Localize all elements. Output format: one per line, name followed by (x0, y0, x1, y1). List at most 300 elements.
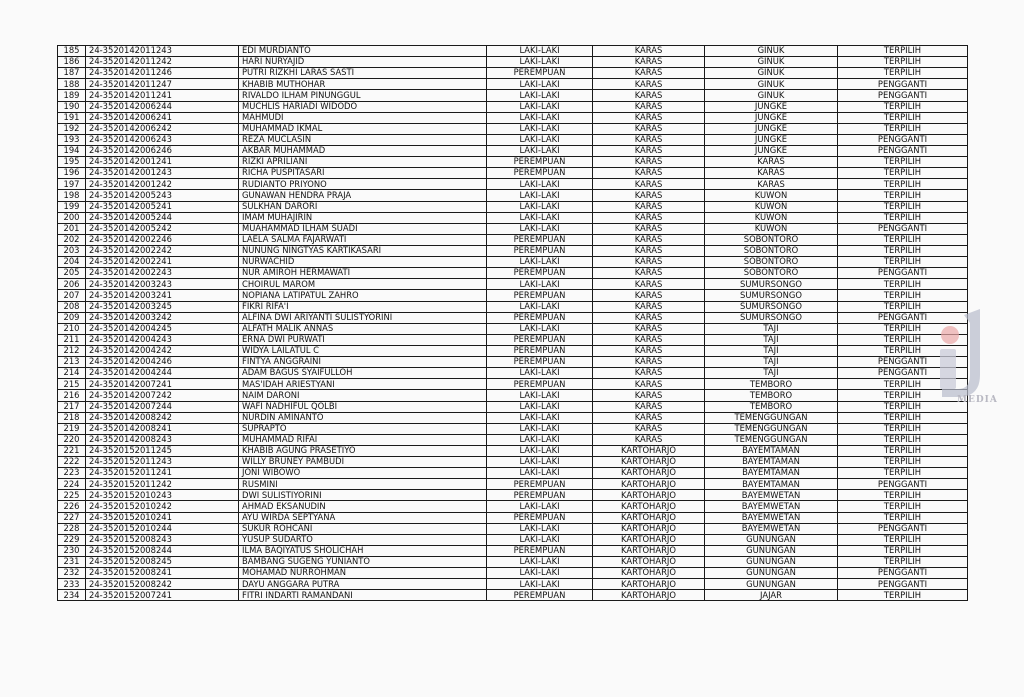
table-row (58, 279, 968, 290)
candidate-id-cell: 24-3520142011246 (86, 68, 239, 79)
selection-status-cell: PENGGANTI (838, 579, 968, 590)
table-row (58, 412, 968, 423)
candidate-id-cell: 24-3520142005241 (86, 201, 239, 212)
table-row (58, 46, 968, 57)
candidate-id-cell: 24-3520152010243 (86, 490, 239, 501)
desa-cell: GINUK (705, 79, 838, 90)
table-row (58, 534, 968, 545)
row-number-cell: 203 (58, 245, 86, 256)
candidate-id-cell: 24-3520142004245 (86, 323, 239, 334)
kecamatan-cell: KARTOHARJO (593, 545, 705, 556)
kecamatan-cell: KARTOHARJO (593, 501, 705, 512)
kecamatan-cell: KARTOHARJO (593, 579, 705, 590)
candidate-name-cell: GUNAWAN HENDRA PRAJA (239, 190, 487, 201)
table-row (58, 468, 968, 479)
selection-status-cell: TERPILIH (838, 190, 968, 201)
row-number-cell: 216 (58, 390, 86, 401)
gender-cell: LAKI-LAKI (487, 568, 593, 579)
gender-cell: LAKI-LAKI (487, 434, 593, 445)
candidate-name-cell: ALFATH MALIK ANNAS (239, 323, 487, 334)
candidate-id-cell: 24-3520142006246 (86, 145, 239, 156)
desa-cell: BAYEMWETAN (705, 512, 838, 523)
desa-cell: JUNGKE (705, 134, 838, 145)
selection-status-cell: PENGGANTI (838, 523, 968, 534)
selection-status-cell: PENGGANTI (838, 368, 968, 379)
row-number-cell: 202 (58, 234, 86, 245)
selection-status-cell: TERPILIH (838, 423, 968, 434)
candidate-name-cell: SUPRAPTO (239, 423, 487, 434)
table-row (58, 112, 968, 123)
candidate-name-cell: MAHMUDI (239, 112, 487, 123)
candidate-name-cell: NOPIANA LATIPATUL ZAHRO (239, 290, 487, 301)
table-row (58, 423, 968, 434)
row-number-cell: 226 (58, 501, 86, 512)
candidate-id-cell: 24-3520142007244 (86, 401, 239, 412)
table-row (58, 457, 968, 468)
gender-cell: LAKI-LAKI (487, 145, 593, 156)
table-row (58, 101, 968, 112)
candidate-name-cell: NURDIN AMINANTO (239, 412, 487, 423)
selection-status-cell: TERPILIH (838, 234, 968, 245)
desa-cell: BAYEMWETAN (705, 523, 838, 534)
candidate-id-cell: 24-3520152007241 (86, 590, 239, 601)
row-number-cell: 229 (58, 534, 86, 545)
row-number-cell: 227 (58, 512, 86, 523)
candidate-id-cell: 24-3520142004244 (86, 368, 239, 379)
gender-cell: PEREMPUAN (487, 590, 593, 601)
selection-status-cell: TERPILIH (838, 245, 968, 256)
kecamatan-cell: KARAS (593, 123, 705, 134)
gender-cell: PEREMPUAN (487, 245, 593, 256)
row-number-cell: 208 (58, 301, 86, 312)
candidate-name-cell: JONI WIBOWO (239, 468, 487, 479)
gender-cell: LAKI-LAKI (487, 179, 593, 190)
selection-status-cell: TERPILIH (838, 201, 968, 212)
kecamatan-cell: KARTOHARJO (593, 445, 705, 456)
row-number-cell: 211 (58, 334, 86, 345)
selection-status-cell: TERPILIH (838, 345, 968, 356)
row-number-cell: 228 (58, 523, 86, 534)
kecamatan-cell: KARAS (593, 212, 705, 223)
candidate-id-cell: 24-3520142003241 (86, 290, 239, 301)
kecamatan-cell: KARAS (593, 57, 705, 68)
desa-cell: KUWON (705, 190, 838, 201)
desa-cell: TAJI (705, 323, 838, 334)
candidate-id-cell: 24-3520142008243 (86, 434, 239, 445)
candidate-name-cell: MOHAMAD NURROHMAN (239, 568, 487, 579)
table-row (58, 512, 968, 523)
row-number-cell: 220 (58, 434, 86, 445)
gender-cell: LAKI-LAKI (487, 123, 593, 134)
candidate-id-cell: 24-3520142011241 (86, 90, 239, 101)
selection-status-cell: TERPILIH (838, 212, 968, 223)
table-row (58, 123, 968, 134)
kecamatan-cell: KARAS (593, 46, 705, 57)
candidate-name-cell: NAIM DARONI (239, 390, 487, 401)
desa-cell: KUWON (705, 212, 838, 223)
kecamatan-cell: KARAS (593, 268, 705, 279)
gender-cell: PEREMPUAN (487, 479, 593, 490)
candidate-id-cell: 24-3520142007241 (86, 379, 239, 390)
row-number-cell: 233 (58, 579, 86, 590)
gender-cell: LAKI-LAKI (487, 301, 593, 312)
candidate-id-cell: 24-3520142001241 (86, 157, 239, 168)
row-number-cell: 231 (58, 557, 86, 568)
row-number-cell: 225 (58, 490, 86, 501)
row-number-cell: 195 (58, 157, 86, 168)
desa-cell: GUNUNGAN (705, 534, 838, 545)
table-row (58, 379, 968, 390)
selection-status-cell: TERPILIH (838, 101, 968, 112)
kecamatan-cell: KARAS (593, 245, 705, 256)
kecamatan-cell: KARAS (593, 101, 705, 112)
table-row (58, 390, 968, 401)
candidate-name-cell: AHMAD EKSANUDIN (239, 501, 487, 512)
kecamatan-cell: KARAS (593, 368, 705, 379)
candidate-name-cell: AKBAR MUHAMMAD (239, 145, 487, 156)
candidate-name-cell: AYU WIRDA SEPTYANA (239, 512, 487, 523)
selection-status-cell: TERPILIH (838, 512, 968, 523)
candidate-id-cell: 24-3520142001243 (86, 168, 239, 179)
desa-cell: TAJI (705, 345, 838, 356)
desa-cell: KUWON (705, 223, 838, 234)
gender-cell: LAKI-LAKI (487, 212, 593, 223)
row-number-cell: 197 (58, 179, 86, 190)
candidate-id-cell: 24-3520152011243 (86, 457, 239, 468)
gender-cell: LAKI-LAKI (487, 101, 593, 112)
selection-status-cell: PENGGANTI (838, 357, 968, 368)
gender-cell: LAKI-LAKI (487, 257, 593, 268)
kecamatan-cell: KARTOHARJO (593, 568, 705, 579)
kecamatan-cell: KARAS (593, 290, 705, 301)
selection-status-cell: TERPILIH (838, 490, 968, 501)
selection-status-cell: TERPILIH (838, 534, 968, 545)
desa-cell: TEMENGGUNGAN (705, 434, 838, 445)
row-number-cell: 187 (58, 68, 86, 79)
selection-status-cell: TERPILIH (838, 390, 968, 401)
row-number-cell: 192 (58, 123, 86, 134)
kecamatan-cell: KARAS (593, 112, 705, 123)
gender-cell: LAKI-LAKI (487, 412, 593, 423)
table-row (58, 357, 968, 368)
candidate-id-cell: 24-3520152008243 (86, 534, 239, 545)
selection-status-cell: TERPILIH (838, 257, 968, 268)
table-row (58, 345, 968, 356)
row-number-cell: 201 (58, 223, 86, 234)
candidate-name-cell: FINTYA ANGGRAINI (239, 357, 487, 368)
table-row (58, 157, 968, 168)
candidate-id-cell: 24-3520142011243 (86, 46, 239, 57)
kecamatan-cell: KARAS (593, 168, 705, 179)
table-row (58, 145, 968, 156)
candidate-name-cell: ALFINA DWI ARIYANTI SULISTYORINI (239, 312, 487, 323)
table-row (58, 134, 968, 145)
kecamatan-cell: KARTOHARJO (593, 479, 705, 490)
kecamatan-cell: KARAS (593, 201, 705, 212)
row-number-cell: 214 (58, 368, 86, 379)
candidate-name-cell: RUDIANTO PRIYONO (239, 179, 487, 190)
selection-status-cell: TERPILIH (838, 323, 968, 334)
table-row (58, 579, 968, 590)
desa-cell: SOBONTORO (705, 234, 838, 245)
selection-status-cell: TERPILIH (838, 301, 968, 312)
kecamatan-cell: KARAS (593, 334, 705, 345)
gender-cell: LAKI-LAKI (487, 368, 593, 379)
gender-cell: PEREMPUAN (487, 545, 593, 556)
kecamatan-cell: KARAS (593, 145, 705, 156)
gender-cell: LAKI-LAKI (487, 190, 593, 201)
candidate-id-cell: 24-3520142003242 (86, 312, 239, 323)
table-row (58, 90, 968, 101)
candidate-name-cell: BAMBANG SUGENG YUNIANTO (239, 557, 487, 568)
candidate-id-cell: 24-3520142011247 (86, 79, 239, 90)
kecamatan-cell: KARAS (593, 179, 705, 190)
table-row (58, 557, 968, 568)
table-row (58, 323, 968, 334)
table-row (58, 245, 968, 256)
table-row (58, 290, 968, 301)
selection-status-cell: TERPILIH (838, 57, 968, 68)
row-number-cell: 188 (58, 79, 86, 90)
selection-status-cell: TERPILIH (838, 545, 968, 556)
candidate-id-cell: 24-3520142006244 (86, 101, 239, 112)
desa-cell: TEMBORO (705, 379, 838, 390)
table-row (58, 179, 968, 190)
selection-status-cell: TERPILIH (838, 179, 968, 190)
table-row (58, 401, 968, 412)
gender-cell: LAKI-LAKI (487, 79, 593, 90)
table-row (58, 312, 968, 323)
candidate-name-cell: SUKUR ROHCANI (239, 523, 487, 534)
kecamatan-cell: KARAS (593, 234, 705, 245)
selection-status-cell: TERPILIH (838, 290, 968, 301)
kecamatan-cell: KARAS (593, 423, 705, 434)
gender-cell: PEREMPUAN (487, 490, 593, 501)
candidate-id-cell: 24-3520142008242 (86, 412, 239, 423)
selection-status-cell: TERPILIH (838, 434, 968, 445)
selection-status-cell: TERPILIH (838, 157, 968, 168)
candidate-name-cell: WILLY BRUNEY PAMBUDI (239, 457, 487, 468)
gender-cell: PEREMPUAN (487, 345, 593, 356)
candidate-id-cell: 24-3520152008241 (86, 568, 239, 579)
candidate-id-cell: 24-3520142006243 (86, 134, 239, 145)
table-row (58, 434, 968, 445)
table-row (58, 590, 968, 601)
desa-cell: TAJI (705, 357, 838, 368)
kecamatan-cell: KARAS (593, 90, 705, 101)
candidate-name-cell: CHOIRUL MAROM (239, 279, 487, 290)
kecamatan-cell: KARTOHARJO (593, 590, 705, 601)
row-number-cell: 204 (58, 257, 86, 268)
candidate-id-cell: 24-3520142002243 (86, 268, 239, 279)
table-row (58, 234, 968, 245)
table-row (58, 57, 968, 68)
desa-cell: GINUK (705, 68, 838, 79)
desa-cell: GUNUNGAN (705, 579, 838, 590)
candidate-id-cell: 24-3520142004246 (86, 357, 239, 368)
candidate-name-cell: PUTRI RIZKHI LARAS SASTI (239, 68, 487, 79)
candidate-name-cell: REZA MUCLASIN (239, 134, 487, 145)
kecamatan-cell: KARTOHARJO (593, 457, 705, 468)
row-number-cell: 218 (58, 412, 86, 423)
gender-cell: LAKI-LAKI (487, 279, 593, 290)
row-number-cell: 222 (58, 457, 86, 468)
table-row (58, 490, 968, 501)
row-number-cell: 224 (58, 479, 86, 490)
row-number-cell: 193 (58, 134, 86, 145)
candidate-name-cell: FIKRI RIFA'I (239, 301, 487, 312)
gender-cell: LAKI-LAKI (487, 390, 593, 401)
gender-cell: LAKI-LAKI (487, 57, 593, 68)
desa-cell: BAYEMWETAN (705, 490, 838, 501)
candidate-id-cell: 24-3520142003243 (86, 279, 239, 290)
selection-status-cell: PENGGANTI (838, 145, 968, 156)
desa-cell: GINUK (705, 90, 838, 101)
selection-status-cell: PENGGANTI (838, 90, 968, 101)
candidate-id-cell: 24-3520152011242 (86, 479, 239, 490)
candidate-id-cell: 24-3520142004242 (86, 345, 239, 356)
row-number-cell: 210 (58, 323, 86, 334)
row-number-cell: 232 (58, 568, 86, 579)
selection-status-cell: PENGGANTI (838, 479, 968, 490)
candidate-id-cell: 24-3520142002241 (86, 257, 239, 268)
table-row (58, 334, 968, 345)
selection-status-cell: TERPILIH (838, 557, 968, 568)
desa-cell: KARAS (705, 179, 838, 190)
candidate-name-cell: NURWACHID (239, 257, 487, 268)
candidate-name-cell: RUSMINI (239, 479, 487, 490)
selection-status-cell: PENGGANTI (838, 79, 968, 90)
table-row (58, 68, 968, 79)
desa-cell: TEMBORO (705, 390, 838, 401)
kecamatan-cell: KARTOHARJO (593, 557, 705, 568)
gender-cell: LAKI-LAKI (487, 201, 593, 212)
table-row (58, 212, 968, 223)
candidate-name-cell: ERNA DWI PURWATI (239, 334, 487, 345)
candidate-name-cell: WIDYA LAILATUL C (239, 345, 487, 356)
selection-status-cell: TERPILIH (838, 112, 968, 123)
desa-cell: BAYEMTAMAN (705, 457, 838, 468)
desa-cell: BAYEMTAMAN (705, 479, 838, 490)
kecamatan-cell: KARTOHARJO (593, 490, 705, 501)
candidate-id-cell: 24-3520142005242 (86, 223, 239, 234)
table-row (58, 368, 968, 379)
table-body (58, 46, 968, 601)
desa-cell: KARAS (705, 157, 838, 168)
row-number-cell: 191 (58, 112, 86, 123)
candidate-name-cell: ADAM BAGUS SYAIFULLOH (239, 368, 487, 379)
row-number-cell: 189 (58, 90, 86, 101)
candidate-id-cell: 24-3520142005244 (86, 212, 239, 223)
table-row (58, 190, 968, 201)
candidate-name-cell: DWI SULISTIYORINI (239, 490, 487, 501)
gender-cell: PEREMPUAN (487, 268, 593, 279)
candidate-id-cell: 24-3520142004243 (86, 334, 239, 345)
kecamatan-cell: KARAS (593, 312, 705, 323)
candidate-name-cell: RIZKI APRILIANI (239, 157, 487, 168)
kecamatan-cell: KARTOHARJO (593, 468, 705, 479)
selection-status-cell: TERPILIH (838, 501, 968, 512)
table-row (58, 168, 968, 179)
gender-cell: PEREMPUAN (487, 357, 593, 368)
candidate-name-cell: HARI NURYAJID (239, 57, 487, 68)
kecamatan-cell: KARAS (593, 379, 705, 390)
kecamatan-cell: KARAS (593, 401, 705, 412)
desa-cell: SOBONTORO (705, 245, 838, 256)
gender-cell: LAKI-LAKI (487, 401, 593, 412)
row-number-cell: 215 (58, 379, 86, 390)
desa-cell: GINUK (705, 46, 838, 57)
row-number-cell: 185 (58, 46, 86, 57)
kecamatan-cell: KARAS (593, 134, 705, 145)
gender-cell: LAKI-LAKI (487, 46, 593, 57)
desa-cell: TAJI (705, 368, 838, 379)
row-number-cell: 219 (58, 423, 86, 434)
desa-cell: SUMURSONGO (705, 312, 838, 323)
desa-cell: KUWON (705, 201, 838, 212)
kecamatan-cell: KARAS (593, 357, 705, 368)
row-number-cell: 221 (58, 445, 86, 456)
candidate-name-cell: MUAHAMMAD ILHAM SUADI (239, 223, 487, 234)
selection-status-cell: TERPILIH (838, 279, 968, 290)
gender-cell: LAKI-LAKI (487, 468, 593, 479)
candidate-id-cell: 24-3520142003245 (86, 301, 239, 312)
kecamatan-cell: KARAS (593, 412, 705, 423)
gender-cell: PEREMPUAN (487, 234, 593, 245)
selection-status-cell: TERPILIH (838, 379, 968, 390)
gender-cell: LAKI-LAKI (487, 445, 593, 456)
candidate-id-cell: 24-3520142008241 (86, 423, 239, 434)
gender-cell: LAKI-LAKI (487, 112, 593, 123)
gender-cell: LAKI-LAKI (487, 423, 593, 434)
selection-status-cell: TERPILIH (838, 123, 968, 134)
desa-cell: JUNGKE (705, 101, 838, 112)
kecamatan-cell: KARAS (593, 434, 705, 445)
desa-cell: GINUK (705, 57, 838, 68)
row-number-cell: 212 (58, 345, 86, 356)
selection-status-cell: PENGGANTI (838, 568, 968, 579)
candidate-id-cell: 24-3520152008244 (86, 545, 239, 556)
kecamatan-cell: KARAS (593, 79, 705, 90)
desa-cell: BAYEMTAMAN (705, 445, 838, 456)
selection-status-cell: TERPILIH (838, 334, 968, 345)
candidate-id-cell: 24-3520142002246 (86, 234, 239, 245)
candidate-name-cell: ILMA BAQIYATUS SHOLICHAH (239, 545, 487, 556)
selection-status-cell: TERPILIH (838, 412, 968, 423)
candidate-name-cell: LAELA SALMA FAJARWATI (239, 234, 487, 245)
kecamatan-cell: KARAS (593, 345, 705, 356)
desa-cell: TEMBORO (705, 401, 838, 412)
desa-cell: TEMENGGUNGAN (705, 423, 838, 434)
candidate-name-cell: IMAM MUHAJIRIN (239, 212, 487, 223)
row-number-cell: 200 (58, 212, 86, 223)
table-row (58, 223, 968, 234)
candidate-name-cell: EDI MURDIANTO (239, 46, 487, 57)
desa-cell: KARAS (705, 168, 838, 179)
gender-cell: PEREMPUAN (487, 290, 593, 301)
candidate-id-cell: 24-3520142011242 (86, 57, 239, 68)
row-number-cell: 207 (58, 290, 86, 301)
selection-status-cell: TERPILIH (838, 68, 968, 79)
table-row (58, 445, 968, 456)
row-number-cell: 213 (58, 357, 86, 368)
candidate-id-cell: 24-3520152011245 (86, 445, 239, 456)
kecamatan-cell: KARAS (593, 257, 705, 268)
desa-cell: SUMURSONGO (705, 301, 838, 312)
row-number-cell: 190 (58, 101, 86, 112)
gender-cell: LAKI-LAKI (487, 223, 593, 234)
desa-cell: BAYEMTAMAN (705, 468, 838, 479)
